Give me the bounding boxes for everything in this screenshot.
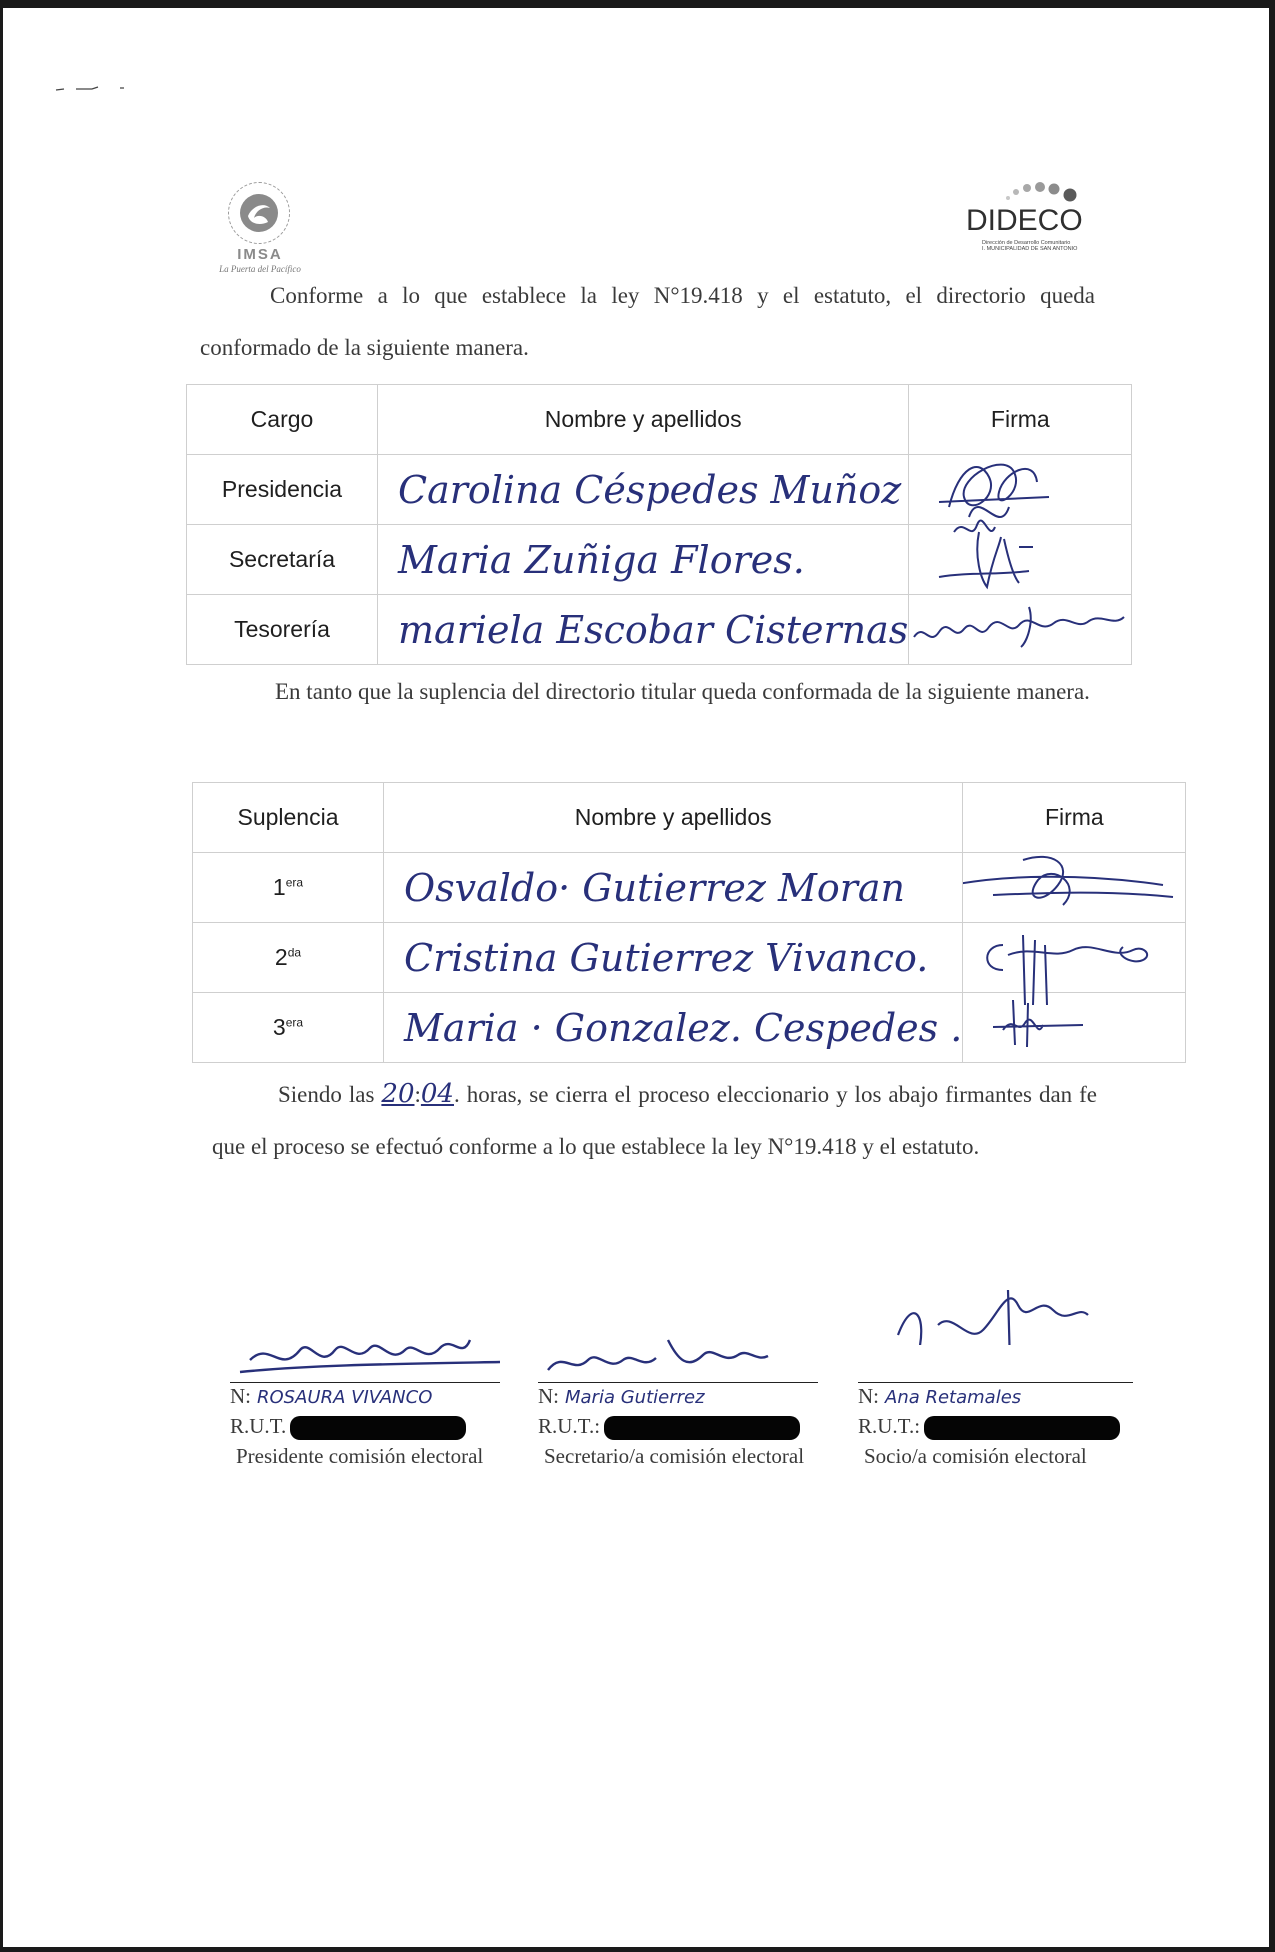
closing-colon: : <box>414 1082 421 1107</box>
signature-block-secretary <box>538 1320 823 1470</box>
cargo-cell: Secretaría <box>187 525 378 595</box>
header-firma: Firma <box>963 783 1186 853</box>
name-label: N: <box>230 1384 251 1408</box>
table-row <box>187 455 1132 525</box>
rut-line <box>230 1414 466 1440</box>
table-row <box>193 853 1186 923</box>
intro-paragraph <box>200 270 1095 374</box>
imsa-tagline: La Puerta del Pacífico <box>219 264 301 274</box>
signature-cell <box>909 595 1132 665</box>
table-row <box>193 993 1186 1063</box>
cargo-cell: Presidencia <box>187 455 378 525</box>
closing-text-start: Siendo las <box>278 1082 375 1107</box>
header-cargo: Cargo <box>187 385 378 455</box>
ordinal-cell <box>193 853 384 923</box>
handwritten-name: mariela Escobar Cisternas <box>378 595 909 665</box>
dideco-subline: Dirección de Desarrollo Comunitario <box>982 240 1071 246</box>
signature-cell <box>963 993 1186 1063</box>
ordinal-number: 2 <box>274 944 288 970</box>
signatory-role: Secretario/a comisión electoral <box>544 1444 805 1468</box>
signature-cell <box>909 525 1132 595</box>
imsa-wordmark: IMSA <box>237 246 283 263</box>
closing-text-end: . horas, se cierra el proceso eleccionario y los abajo firmantes dan fe que el proceso se efectuó conforme a lo que establece la ley N°19.418 y el estatuto. <box>212 1082 1098 1159</box>
ordinal-cell <box>193 993 384 1063</box>
ordinal-cell <box>193 923 384 993</box>
signature-scribble <box>858 1275 1138 1345</box>
handwritten-name: Maria · Gonzalez. Cespedes . <box>384 993 963 1063</box>
signature-block-member <box>858 1320 1138 1470</box>
directorio-table <box>186 384 1132 665</box>
ordinal-number: 3 <box>272 1014 286 1040</box>
table-row <box>193 923 1186 993</box>
rut-line <box>858 1414 1120 1440</box>
rut-label: R.U.T. <box>230 1414 287 1438</box>
header-firma: Firma <box>909 385 1132 455</box>
closing-minutes: 04 <box>420 1079 454 1109</box>
table-header-row <box>187 385 1132 455</box>
suplencia-paragraph <box>205 666 1100 718</box>
dideco-subline-municipality: I. MUNICIPALIDAD DE SAN ANTONIO <box>982 246 1078 252</box>
table-row <box>187 525 1132 595</box>
intro-text: Conforme a lo que establece la ley N°19.418 y el estatuto, el directorio queda conformado de la siguiente manera. <box>200 283 1095 360</box>
dideco-logo <box>962 178 1092 258</box>
signatory-name-line <box>858 1384 1021 1409</box>
signature-cell <box>963 923 1186 993</box>
rut-label: R.U.T.: <box>538 1414 601 1438</box>
signatory-name: Ana Retamales <box>885 1387 1022 1408</box>
ordinal-suffix: era <box>285 1015 304 1030</box>
closing-hour: 20 <box>381 1079 415 1109</box>
signatory-name-line <box>538 1384 705 1409</box>
ordinal-suffix: da <box>287 945 302 960</box>
table-header-row <box>193 783 1186 853</box>
signatory-name: Maria Gutierrez <box>565 1387 705 1408</box>
rut-label: R.U.T.: <box>858 1414 921 1438</box>
signature-line <box>538 1382 818 1383</box>
signatory-name-line <box>230 1384 432 1409</box>
handwritten-name: Carolina Céspedes Muñoz <box>378 455 909 525</box>
signatory-name: ROSAURA VIVANCO <box>257 1387 433 1408</box>
signatory-role: Socio/a comisión electoral <box>864 1444 1087 1468</box>
suplencia-table <box>192 782 1186 1063</box>
signature-line <box>858 1382 1133 1383</box>
signature-scribble <box>538 1320 823 1390</box>
table-row <box>187 595 1132 665</box>
scan-artifact <box>54 84 154 94</box>
ordinal-suffix: era <box>285 875 304 890</box>
signature-line <box>230 1382 500 1383</box>
redaction-bar <box>924 1416 1120 1440</box>
cargo-cell: Tesorería <box>187 595 378 665</box>
signature-scribble <box>963 985 1185 1065</box>
signatory-role: Presidente comisión electoral <box>236 1444 484 1468</box>
rut-line <box>538 1414 800 1440</box>
suplencia-text: En tanto que la suplencia del directorio titular queda conformada de la siguiente manera. <box>275 679 1090 704</box>
redaction-bar <box>604 1416 800 1440</box>
ordinal-number: 1 <box>272 874 286 900</box>
redaction-bar <box>290 1416 466 1440</box>
handwritten-name: Osvaldo· Gutierrez Moran <box>384 853 963 923</box>
handwritten-name: Maria Zuñiga Flores. <box>378 525 909 595</box>
dideco-wordmark: DIDECO <box>966 204 1083 237</box>
imsa-logo <box>200 182 320 282</box>
imsa-seal-icon <box>240 194 278 232</box>
handwritten-name: Cristina Gutierrez Vivanco. <box>384 923 963 993</box>
name-label: N: <box>538 1384 559 1408</box>
signature-scribble <box>230 1320 505 1390</box>
header-nombre: Nombre y apellidos <box>384 783 963 853</box>
signature-cell <box>963 853 1186 923</box>
signature-block-president <box>230 1320 505 1470</box>
name-label: N: <box>858 1384 879 1408</box>
signature-cell <box>909 455 1132 525</box>
header-nombre: Nombre y apellidos <box>378 385 909 455</box>
signature-scribble <box>909 587 1131 667</box>
header-suplencia: Suplencia <box>193 783 384 853</box>
closing-paragraph <box>212 1068 1097 1173</box>
signature-scribble <box>963 845 1185 925</box>
signature-scribble <box>909 517 1131 597</box>
